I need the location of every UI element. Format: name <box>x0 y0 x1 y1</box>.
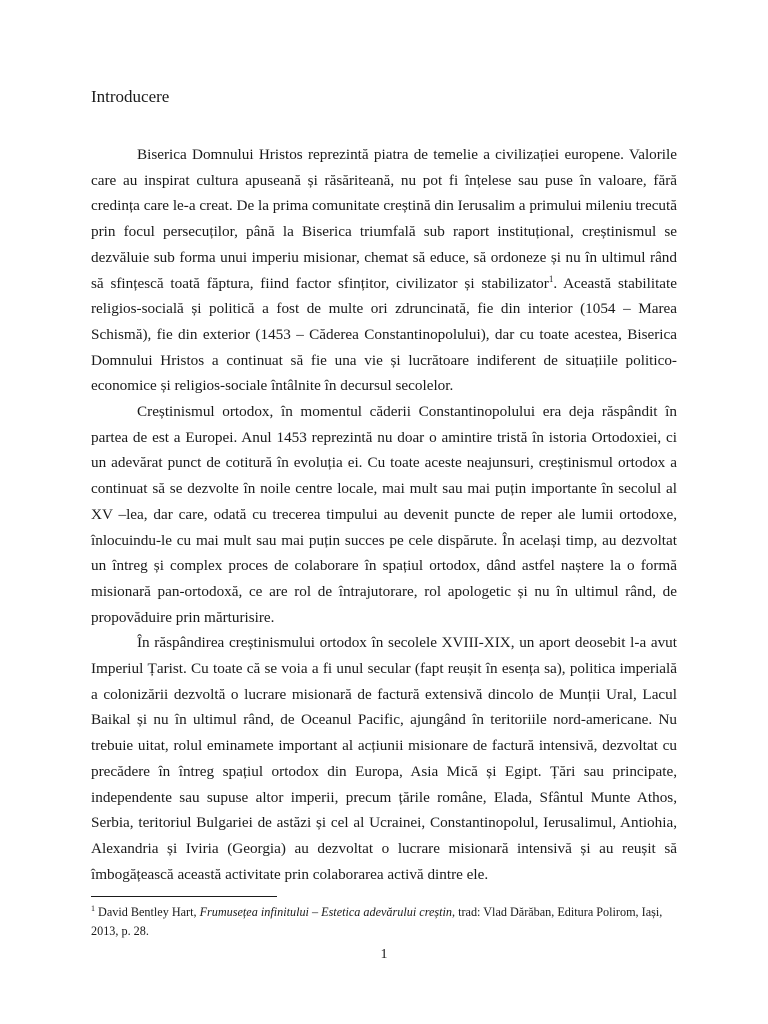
footnote <box>91 903 691 941</box>
footnote-details: , trad: Vlad Dărăban, Editura Polirom, Iași, 2013, p. 28. <box>91 905 663 938</box>
paragraph-1-text-b: . Această stabilitate religios-socială și politică a fost de multe ori zdruncinată, fie din interior (1054 – Marea Schismă), fie din exterior (1453 – Căderea Constantinopolului), dar cu toate acestea, Biserica Domnului Hristos a continuat să fie una vie și lucrătoare indiferent de situațiile politico-economice și religios-sociale întâlnite în decursul secolelor. <box>91 274 677 395</box>
footnote-reference[interactable]: 1 <box>548 273 554 284</box>
footnote-author: David Bentley Hart, <box>98 905 197 919</box>
paragraph-3: În răspândirea creștinismului ortodox în secolele XVIII-XIX, un aport deosebit l-a avut Imperiul Țarist. Cu toate că se voia a fi unul secular (fapt reușit în esența sa), politica imperială a colonizării dezvoltă o lucrare misionară de factură extensivă dincolo de Munții Ural, Lacul Baikal și nu în ultimul rând, de Oceanul Pacific, ajungând în teritoriile nord-americane. Nu trebuie uitat, rolul eminamete important al acțiunii misionare de factură intensivă, dezvoltat cu precădere în întreg spațiul ortodox din Europa, Asia Mică și Egipt. Țări sau principate, independente sau supuse altor imperii, precum țările române, Elada, Sfântul Munte Athos, Serbia, teritoriul Bulgariei de astăzi și cel al Ucrainei, Constantinopolul, Ierusalimul, Antiohia, Alexandria și Iviria (Georgia) au dezvoltat o lucrare misionară intensivă și au reușit să îmbogățească această activitate prin colaborarea activă dintre ele. <box>91 634 677 883</box>
body-text <box>91 142 677 887</box>
page-number: 1 <box>380 947 388 962</box>
paragraph-1 <box>91 142 677 399</box>
footnote-separator <box>91 896 277 897</box>
footnote-mark: 1 <box>91 903 95 913</box>
paragraph-1-text-a: Biserica Domnului Hristos reprezintă piatra de temelie a civilizației europene. Valorile care au inspirat cultura apuseană și răsăriteană, nu pot fi înțelese sau puse în valoare, fără credința care le-a creat. De la prima comunitate creștină din Ierusalim a primului mileniu trecută prin focul persecuților, până la Biserica triumfală sub raport instituțional, creștinismul se dezvăluie sub forma unui imperiu misionar, chemat să educe, să ordoneze și nu în ultimul rând să sfințescă toată făptura, fiind factor sfințitor, civilizator și stabilizator <box>91 146 677 292</box>
paragraph-2: Creștinismul ortodox, în momentul căderii Constantinopolului era deja răspândit în partea de est a Europei. Anul 1453 reprezintă nu doar o amintire tristă în istoria Ortodoxiei, ci un adevărat punct de cotitură în evoluția ei. Cu toate aceste neajunsuri, creștinismul ortodox a continuat să se dezvolte în noile centre locale, mai mult sau mai puțin importante în secolul al XV –lea, dar care, odată cu trecerea timpului au devenit puncte de reper ale lumii ortodoxe, înlocuindu-le cu mai mult sau mai puțin succes pe cele dispărute. În același timp, au dezvoltat un întreg și complex proces de colaborare în spațiul ortodox, dând astfel naștere la o formă misionară pan-ortodoxă, ce are rol de întrajutorare, rol apologetic și nu în ultimul rând, de propovăduire prin mărturisire. <box>91 403 677 626</box>
section-heading: Introducere <box>91 87 170 106</box>
footnote-title: Frumusețea infinitului – Estetica adevărului creștin <box>199 905 452 919</box>
